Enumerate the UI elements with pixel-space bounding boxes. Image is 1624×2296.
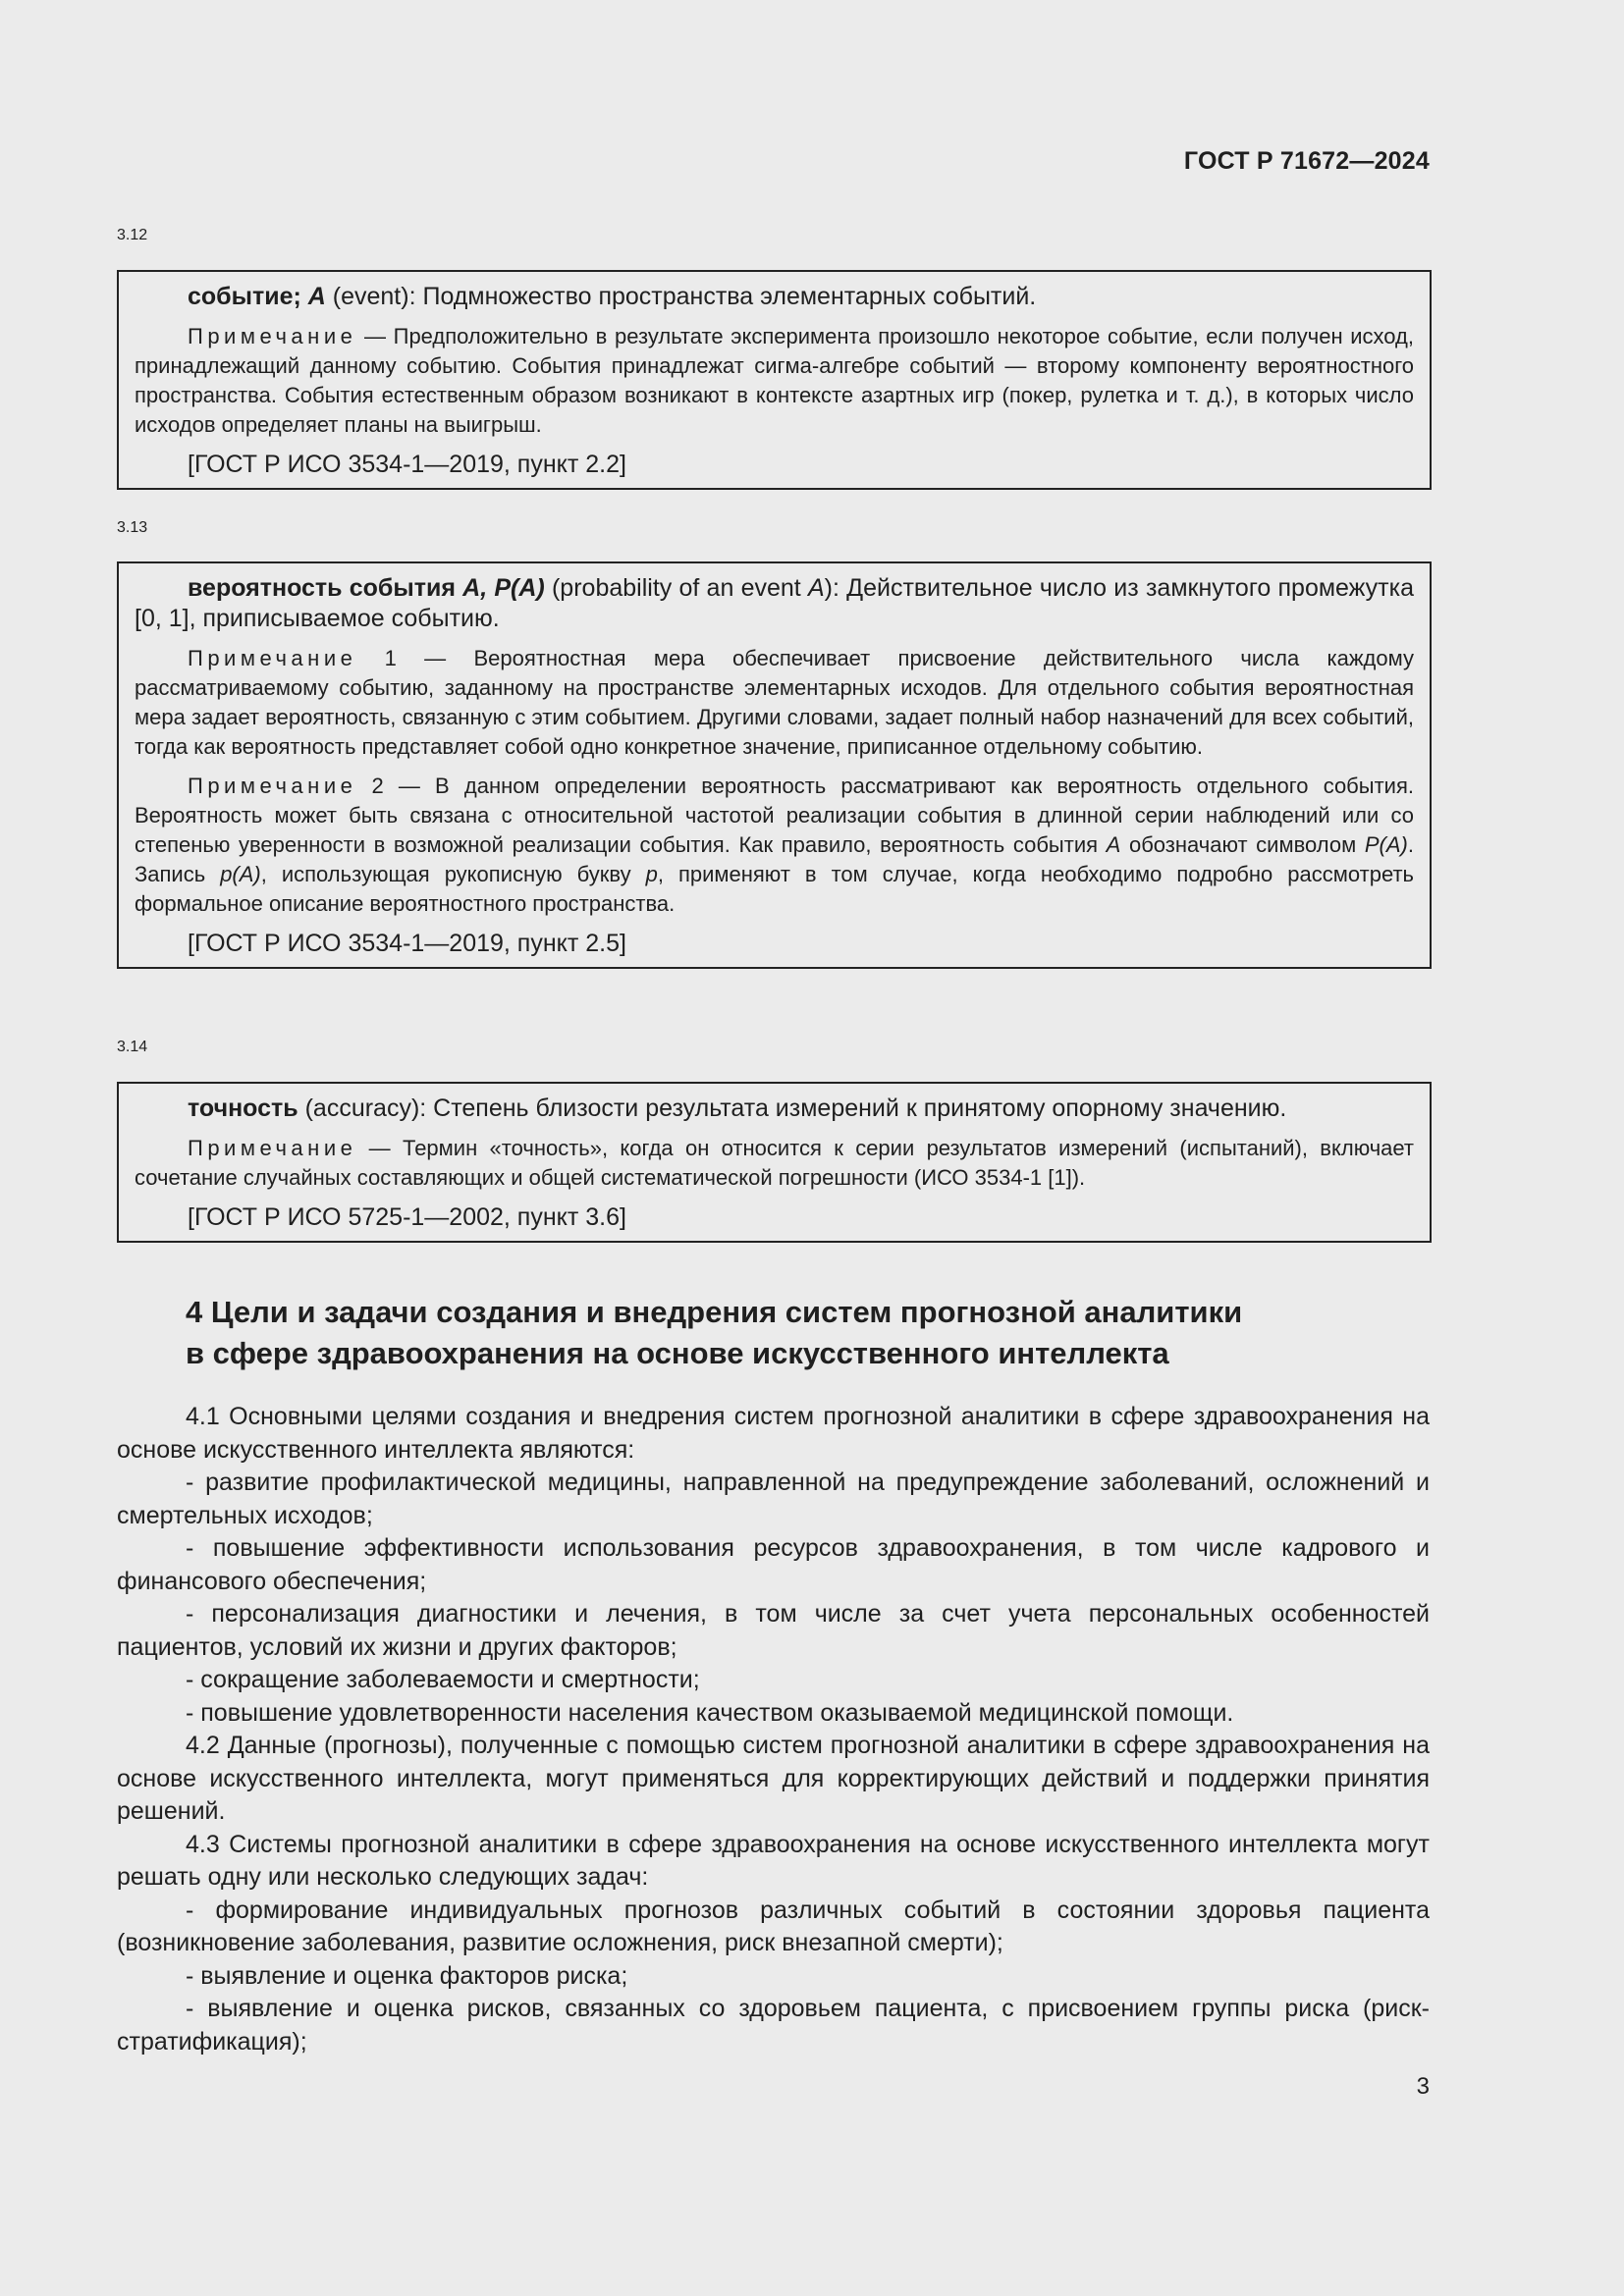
section-title [117,1292,1498,1374]
term-name: точность [188,1095,298,1122]
term-symbol: A, P(A) [462,574,545,602]
term-english: (probability of an event [544,574,808,602]
note-label: Примечание [188,646,357,670]
term-name: событие; [188,283,308,310]
standard-header: ГОСТ Р 71672—2024 [1183,147,1430,175]
term-source: [ГОСТ Р ИСО 5725-1—2002, пункт 3.6] [188,1203,626,1231]
note-symbol: A [1106,832,1121,857]
term-box [117,561,1432,969]
section-body [117,1401,1430,2058]
list-item: - выявление и оценка рисков, связанных со здоровьем пациента, с присвоением группы риска (риск-стратификация); [117,1995,1430,2056]
term-box [117,1082,1432,1243]
list-item: - выявление и оценка факторов риска; [186,1961,628,1990]
term-number: 3.14 [117,1039,148,1055]
note-symbol: p [645,862,658,886]
term-english: (event): [325,283,423,310]
note-text: . Запись [135,832,1414,886]
term-note [135,322,1414,440]
term-source: [ГОСТ Р ИСО 3534-1—2019, пункт 2.2] [188,451,626,478]
note-label: Примечание [188,324,357,348]
section-title-line: в сфере здравоохранения на основе искусственного интеллекта [186,1336,1169,1370]
term-note [135,772,1414,919]
list-item: - сокращение заболеваемости и смертности; [186,1666,700,1693]
term-symbol: A [307,283,326,310]
note-text: обозначают символом [1120,832,1365,857]
definition-text: Действительное число из замкнутого промежутка [0, 1], приписываемое событию. [135,574,1415,632]
section-title-line: 4 Цели и задачи создания и внедрения систем прогнозной аналитики [186,1295,1243,1329]
note-label: Примечание [188,1136,357,1160]
list-item: - повышение эффективности использования ресурсов здравоохранения, в том числе кадрового и финансового обеспечения; [117,1534,1430,1595]
list-item: - формирование индивидуальных прогнозов различных событий в состоянии здоровья пациента (возникновение заболевания, развитие осложнения, риск внезапной смерти); [117,1896,1430,1956]
term-english-symbol: A [807,574,825,602]
term-definition [135,573,1414,634]
term-english-end: ): [824,574,847,602]
term-definition [135,1094,1414,1124]
term-number: 3.13 [117,519,148,536]
note-text: — Термин «точность», когда он относится к серии результатов измерений (испытаний), включает сочетание случайных составляющих и общей систематической погрешности (ИСО 3534-1 [1]). [135,1136,1414,1190]
note-text: 2 — В данном определении вероятность рассматривают как вероятность отдельного события. Вероятность может быть связана с относительной частотой реализации события в длинной серии наблюдений или со степенью уверенности в возможной реализации события. Как правило, вероятность события [135,774,1414,857]
note-text: , применяют в том случае, когда необходимо подробно рассмотреть формальное описание вероятностного пространства. [135,862,1414,916]
term-box [117,270,1432,490]
paragraph: 4.2 Данные (прогнозы), полученные с помощью систем прогнозной аналитики в сфере здравоохранения на основе искусственного интеллекта, могут применяться для корректирующих действий и поддержки принятия решений. [117,1732,1430,1825]
note-symbol: P(A) [1364,832,1408,857]
term-note [135,644,1414,762]
note-label: Примечание [188,774,357,798]
list-item: - повышение удовлетворенности населения качеством оказываемой медицинской помощи. [186,1698,1234,1727]
definition-text: Подмножество пространства элементарных событий. [422,283,1037,310]
list-item: - персонализация диагностики и лечения, в том числе за счет учета персональных особенностей пациентов, условий их жизни и других факторов; [117,1600,1430,1661]
term-number: 3.12 [117,227,148,243]
note-text: — Предположительно в результате эксперимента произошло некоторое событие, если получен исход, принадлежащий данному событию. События принадлежат сигма-алгебре событий — второму компоненту вероятностного пространства. События естественным образом возникают в контексте азартных игр (покер, рулетка и т. д.), в которых число исходов определяет планы на выигрыш. [135,324,1414,437]
term-note [135,1134,1414,1193]
definition-text: Степень близости результата измерений к принятому опорному значению. [433,1095,1287,1122]
paragraph: 4.1 Основными целями создания и внедрения систем прогнозной аналитики в сфере здравоохранения на основе искусственного интеллекта являются: [117,1403,1430,1464]
note-text: , использующая рукописную букву [260,862,646,886]
list-item: - развитие профилактической медицины, направленной на предупреждение заболеваний, осложнений и смертельных исходов; [117,1468,1430,1529]
term-definition [135,282,1414,312]
paragraph: 4.3 Системы прогнозной аналитики в сфере здравоохранения на основе искусственного интеллекта могут решать одну или несколько следующих задач: [117,1830,1430,1891]
page-number: 3 [1416,2073,1430,2100]
term-english: (accuracy): [298,1095,434,1122]
note-text: 1 — Вероятностная мера обеспечивает присвоение действительного числа каждому рассматриваемому событию, заданному на пространстве элементарных исходов. Для отдельного события вероятностная мера задает вероятность, связанную с этим событием. Другими словами, задает полный набор назначений для всех событий, тогда как вероятность представляет собой одно конкретное значение, приписанное отдельному событию. [135,646,1414,759]
note-symbol: p(A) [220,862,261,886]
term-source: [ГОСТ Р ИСО 3534-1—2019, пункт 2.5] [188,930,626,957]
term-name: вероятность события [188,574,463,602]
